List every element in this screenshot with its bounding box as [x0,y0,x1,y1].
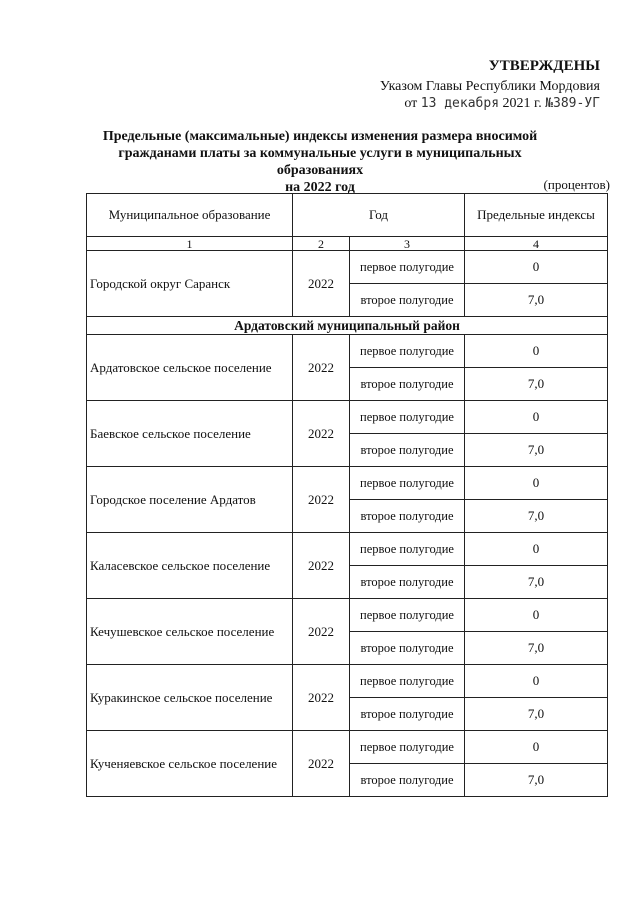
year-cell: 2022 [293,599,350,665]
col-number-4: 4 [465,237,608,251]
index-value-first: 0 [465,335,608,368]
table-row [87,665,608,698]
half-year-first: первое полугодие [350,533,465,566]
table-row [87,467,608,500]
table-row [87,251,608,284]
half-year-first: первое полугодие [350,251,465,284]
approval-heading: УТВЕРЖДЕНЫ [488,58,600,74]
municipality-name: Баевское сельское поселение [87,401,293,467]
column-numbers-row [87,237,608,251]
units-label: (процентов) [543,177,610,192]
index-value-second: 7,0 [465,764,608,797]
municipality-name: Каласевское сельское поселение [87,533,293,599]
title-line-3: на 2022 год [285,180,355,195]
col-number-3: 3 [350,237,465,251]
year-cell: 2022 [293,401,350,467]
approval-date-line [404,96,600,112]
approval-authority: Указом Главы Республики Мордовия [379,79,600,94]
col-number-1: 1 [87,237,293,251]
year-cell: 2022 [293,533,350,599]
index-value-first: 0 [465,467,608,500]
table-row [87,335,608,368]
district-title: Ардатовский муниципальный район [87,317,608,335]
col-number-2: 2 [293,237,350,251]
half-year-second: второе полугодие [350,566,465,599]
half-year-first: первое полугодие [350,401,465,434]
header-indices: Предельные индексы [465,194,608,237]
table-row [87,731,608,764]
index-value-second: 7,0 [465,434,608,467]
district-row [87,317,608,335]
table-row [87,401,608,434]
half-year-second: второе полугодие [350,500,465,533]
approval-year: 2021 г. [502,96,542,111]
municipality-name: Городское поселение Ардатов [87,467,293,533]
year-cell: 2022 [293,251,350,317]
index-value-second: 7,0 [465,698,608,731]
approval-prefix: от [404,96,418,111]
approval-number: №389-УГ [545,96,600,111]
index-value-second: 7,0 [465,368,608,401]
table-row [87,599,608,632]
half-year-first: первое полугодие [350,467,465,500]
half-year-first: первое полугодие [350,665,465,698]
approval-date: 13 декабря [420,96,500,111]
index-value-second: 7,0 [465,632,608,665]
table-header-row [87,194,608,237]
index-value-first: 0 [465,599,608,632]
year-cell: 2022 [293,731,350,797]
title-line-2: гражданами платы за коммунальные услуги в муниципальных образованиях [118,146,522,178]
document-title [80,128,560,196]
header-year: Год [293,194,465,237]
half-year-first: первое полугодие [350,731,465,764]
index-value-first: 0 [465,251,608,284]
table-row [87,533,608,566]
half-year-first: первое полугодие [350,335,465,368]
municipality-name: Кученяевское сельское поселение [87,731,293,797]
half-year-second: второе полугодие [350,284,465,317]
indices-table [86,193,608,797]
index-value-second: 7,0 [465,566,608,599]
index-value-first: 0 [465,401,608,434]
municipality-name: Куракинское сельское поселение [87,665,293,731]
index-value-first: 0 [465,731,608,764]
municipality-name: Кечушевское сельское поселение [87,599,293,665]
index-value-first: 0 [465,533,608,566]
half-year-first: первое полугодие [350,599,465,632]
index-value-first: 0 [465,665,608,698]
half-year-second: второе полугодие [350,764,465,797]
year-cell: 2022 [293,467,350,533]
half-year-second: второе полугодие [350,434,465,467]
index-value-second: 7,0 [465,284,608,317]
municipality-name: Городской округ Саранск [87,251,293,317]
index-value-second: 7,0 [465,500,608,533]
year-cell: 2022 [293,665,350,731]
half-year-second: второе полугодие [350,698,465,731]
title-line-1: Предельные (максимальные) индексы изменения размера вносимой [102,129,538,144]
header-municipality: Муниципальное образование [87,194,293,237]
year-cell: 2022 [293,335,350,401]
half-year-second: второе полугодие [350,368,465,401]
half-year-second: второе полугодие [350,632,465,665]
municipality-name: Ардатовское сельское поселение [87,335,293,401]
